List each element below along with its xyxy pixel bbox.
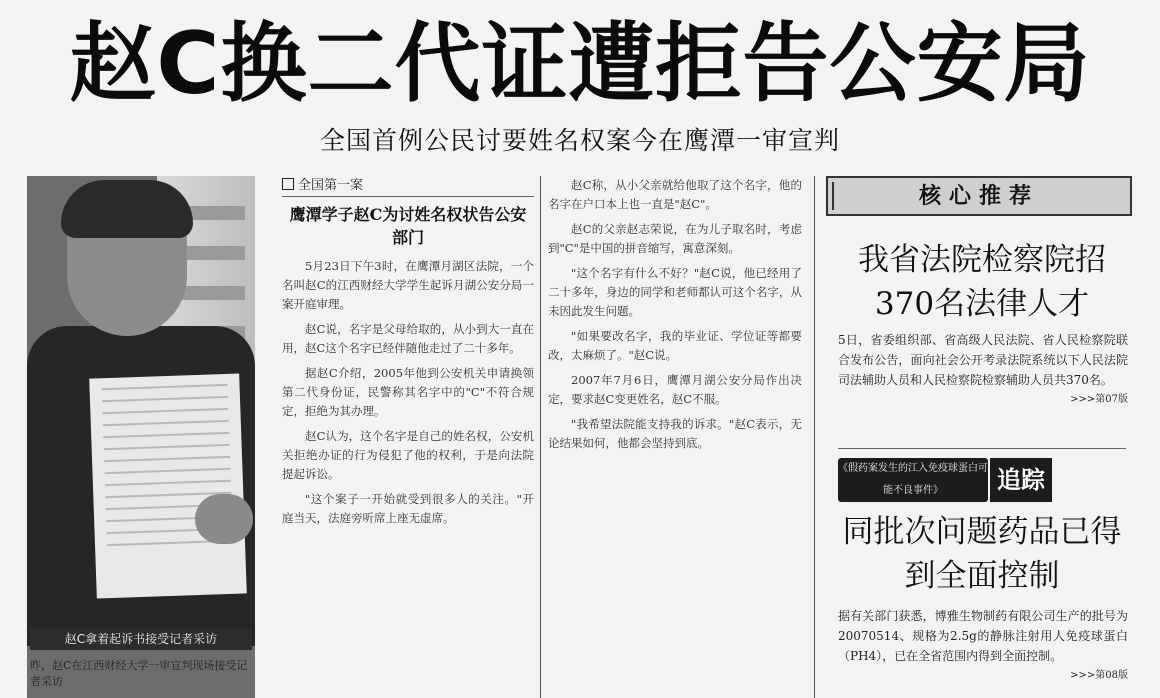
checkbox-icon [282, 178, 294, 190]
article-paragraph: 赵C称，从小父亲就给他取了这个名字，他的名字在户口本上也一直是"赵C"。 [548, 178, 802, 211]
article-kicker [282, 176, 534, 197]
article-title: 鹰潭学子赵C为讨姓名权状告公安部门 [289, 205, 527, 247]
article-paragraph: "这个案子一开始就受到很多人的关注。"开庭当天，法庭旁听席上座无虚席。 [282, 492, 534, 525]
sidebar-story-body [838, 330, 1128, 410]
column-divider [540, 176, 541, 698]
article-paragraph: 赵C认为，这个名字是自己的姓名权，公安机关拒绝办证的行为侵犯了他的权利，于是向法院提起诉讼。 [282, 429, 534, 481]
article-paragraph: "我希望法院能支持我的诉求。"赵C表示，无论结果如何，他都会坚持到底。 [548, 417, 802, 450]
sidebar-story-title: 同批次问题药品已得到全面控制 [842, 514, 1122, 594]
recommend-banner: 核心推荐 [826, 176, 1132, 216]
article-paragraph: 5月23日下午3时，在鹰潭月湖区法院，一个名叫赵C的江西财经大学学生起诉月湖公安分局一案开庭审理。 [282, 259, 534, 311]
article-paragraph: 2007年7月6日，鹰潭月湖公安分局作出决定，要求赵C变更姓名，赵C不服。 [548, 373, 802, 406]
tracking-word: 追踪 [990, 458, 1052, 502]
page-reference: >>>第07版 [1070, 394, 1128, 405]
article-column-2 [548, 176, 802, 459]
article-paragraph: "如果要改名字，我的毕业证、学位证等都要改，太麻烦了。"赵C说。 [548, 329, 802, 362]
held-document [89, 373, 247, 598]
kicker-text: 全国第一案 [298, 178, 364, 193]
tracking-label [838, 458, 1058, 502]
photo-caption: 赵C拿着起诉书接受记者采访 [30, 628, 252, 650]
story-text: 5日，省委组织部、省高级人民法院、省人民检察院联合发布公告，面向社会公开考录法院系统以下人民法院司法辅助人员和人民检察院检察辅助人员共370名。 [838, 333, 1128, 387]
sidebar-story-body [838, 606, 1128, 686]
person-hair [61, 180, 193, 238]
page-reference: >>>第08版 [1070, 670, 1128, 681]
news-photo [27, 176, 255, 698]
column-divider [814, 176, 815, 698]
article-paragraph: "这个名字有什么不好？"赵C说，他已经用了二十多年，身边的同学和老师都认可这个名字，从未因此发生问题。 [548, 266, 802, 318]
headline: 赵C换二代证遭拒告公安局 [69, 14, 1091, 114]
subheadline: 全国首例公民讨要姓名权案今在鹰潭一审宣判 [319, 126, 840, 155]
section-divider [838, 448, 1126, 449]
story-text: 据有关部门获悉，博雅生物制药有限公司生产的批号为20070514、规格为2.5g的静脉注射用人免疫球蛋白（PH4），已在全省范围内得到全面控制。 [838, 609, 1128, 663]
person-hand [195, 494, 253, 544]
article-paragraph: 据赵C介绍，2005年他到公安机关申请换领第二代身份证，民警称其名字中的"C"不符合规定，拒绝为其办理。 [282, 366, 534, 418]
sidebar-story-title: 我省法院检察院招370名法律人才 [858, 242, 1106, 322]
photo-note: 昨，赵C在江西财经大学一审宣判现场接受记者采访 [30, 659, 248, 688]
article-paragraph: 赵C说，名字是父母给取的，从小到大一直在用，赵C这个名字已经伴随他走过了二十多年。 [282, 322, 534, 355]
article-column-1 [282, 176, 534, 534]
article-paragraph: 赵C的父亲赵志荣说，在为儿子取名时，考虑到"C"是中国的拼音缩写，寓意深刻。 [548, 222, 802, 255]
tracking-tag: 《假药案发生的江入免疫球蛋白可能不良事件》 [838, 458, 988, 502]
